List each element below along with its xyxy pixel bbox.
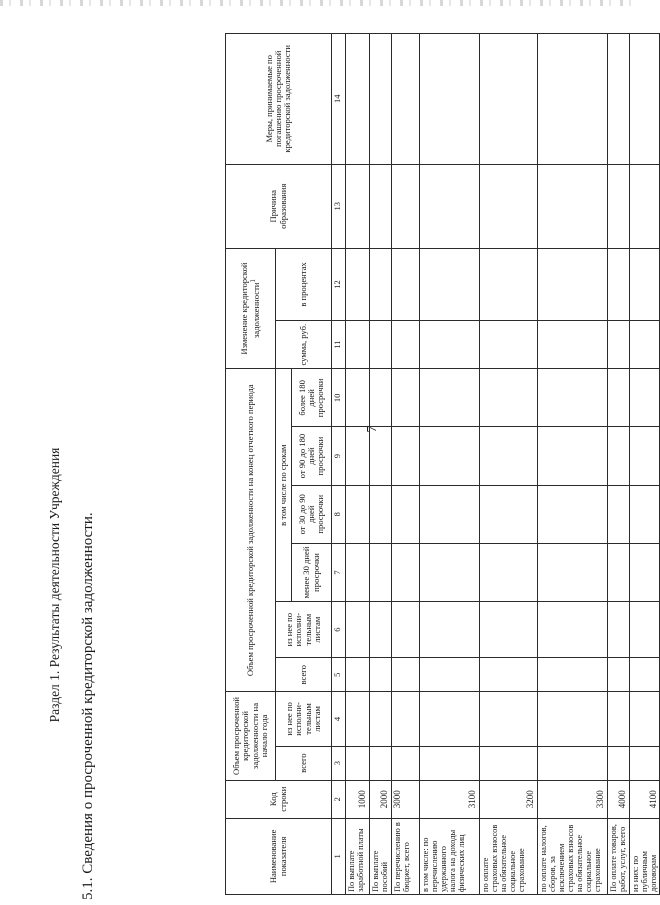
- empty-cell: [370, 485, 392, 543]
- column-number: 9: [332, 427, 346, 485]
- empty-cell: [346, 543, 370, 601]
- table-row: [420, 34, 480, 895]
- empty-cell: [538, 369, 608, 427]
- page-number: 7: [365, 425, 380, 433]
- section-title: Раздел 1. Результаты деятельности Учреждения: [47, 447, 62, 723]
- empty-cell: [608, 692, 630, 746]
- empty-cell: [608, 658, 630, 692]
- row-code: 3000: [392, 780, 420, 818]
- row-code: 1000: [346, 780, 370, 818]
- empty-cell: [538, 248, 608, 320]
- empty-cell: [538, 746, 608, 780]
- scan-edge-artifact: [0, 0, 640, 6]
- empty-cell: [608, 369, 630, 427]
- empty-cell: [392, 164, 420, 248]
- empty-cell: [480, 692, 538, 746]
- empty-cell: [370, 692, 392, 746]
- empty-cell: [480, 427, 538, 485]
- row-code: 3200: [480, 780, 538, 818]
- empty-cell: [392, 602, 420, 658]
- table-row: [480, 34, 538, 895]
- empty-cell: [630, 164, 660, 248]
- header-measures: Меры, принимаемые по погашению просроченной кредиторской задолженности: [226, 34, 332, 165]
- empty-cell: [392, 543, 420, 601]
- empty-cell: [370, 321, 392, 369]
- row-name: По перечислению в бюджет, всего: [392, 818, 420, 894]
- empty-cell: [420, 164, 480, 248]
- empty-cell: [480, 248, 538, 320]
- empty-cell: [392, 485, 420, 543]
- header-change-pct: в процентах: [276, 248, 332, 320]
- empty-cell: [630, 248, 660, 320]
- header-end-total: всего: [276, 658, 332, 692]
- empty-cell: [480, 543, 538, 601]
- empty-cell: [480, 658, 538, 692]
- table-row: [370, 34, 392, 895]
- empty-cell: [630, 427, 660, 485]
- subsection-title: 5.1. Сведения о просроченной кредиторской задолженности.: [80, 512, 96, 900]
- empty-cell: [420, 427, 480, 485]
- header-change: [226, 248, 276, 368]
- empty-cell: [346, 248, 370, 320]
- empty-cell: [370, 34, 392, 165]
- subsection-title-container: [80, 300, 104, 900]
- empty-cell: [480, 746, 538, 780]
- empty-cell: [346, 485, 370, 543]
- header-name: Наименование показателя: [226, 818, 332, 894]
- empty-cell: [630, 692, 660, 746]
- empty-cell: [538, 164, 608, 248]
- header-end-exec: из нее по исполни-тельным листам: [276, 602, 332, 658]
- report-table-rotated: [225, 33, 659, 895]
- row-name: по оплате налогов, сборов, за исключением страховых взносов на обязательное социальное страхование: [538, 818, 608, 894]
- column-number: 2: [332, 780, 346, 818]
- empty-cell: [370, 602, 392, 658]
- empty-cell: [346, 34, 370, 165]
- header-term-lt30: менее 30 дней просрочки: [292, 543, 332, 601]
- empty-cell: [420, 248, 480, 320]
- row-code: 2000: [370, 780, 392, 818]
- empty-cell: [420, 692, 480, 746]
- empty-cell: [392, 369, 420, 427]
- header-by-term: в том числе по срокам: [276, 369, 292, 602]
- row-name: из них: по публичным договорам: [630, 818, 660, 894]
- empty-cell: [392, 248, 420, 320]
- row-code: 4000: [608, 780, 630, 818]
- empty-cell: [608, 248, 630, 320]
- empty-cell: [370, 369, 392, 427]
- empty-cell: [346, 321, 370, 369]
- empty-cell: [346, 602, 370, 658]
- empty-cell: [420, 34, 480, 165]
- empty-cell: [370, 746, 392, 780]
- table-row: [538, 34, 608, 895]
- empty-cell: [608, 321, 630, 369]
- row-code: 4100: [630, 780, 660, 818]
- empty-cell: [608, 543, 630, 601]
- header-change-text: Изменение кредиторской задолженности: [239, 262, 261, 355]
- header-term-gt180: более 180 дней просрочки: [292, 369, 332, 427]
- empty-cell: [538, 658, 608, 692]
- empty-cell: [538, 543, 608, 601]
- column-number: 14: [332, 34, 346, 165]
- empty-cell: [630, 543, 660, 601]
- empty-cell: [630, 369, 660, 427]
- column-number: 3: [332, 746, 346, 780]
- empty-cell: [630, 321, 660, 369]
- empty-cell: [630, 658, 660, 692]
- empty-cell: [608, 602, 630, 658]
- empty-cell: [630, 746, 660, 780]
- empty-cell: [392, 746, 420, 780]
- column-number: 8: [332, 485, 346, 543]
- row-name: По выплате пособий: [370, 818, 392, 894]
- empty-cell: [480, 34, 538, 165]
- empty-cell: [420, 746, 480, 780]
- table-row: [392, 34, 420, 895]
- empty-cell: [480, 164, 538, 248]
- column-number: 13: [332, 164, 346, 248]
- empty-cell: [420, 602, 480, 658]
- row-name: по оплате страховых взносов на обязательное социальное страхование: [480, 818, 538, 894]
- header-end-volume: Объем просроченной кредиторской задолженности на конец отчетного периода: [226, 369, 276, 692]
- column-number: 6: [332, 602, 346, 658]
- empty-cell: [392, 321, 420, 369]
- empty-cell: [346, 746, 370, 780]
- header-start-volume: Объем просроченной кредиторской задолженности на начало года: [226, 692, 276, 780]
- empty-cell: [608, 485, 630, 543]
- empty-cell: [538, 427, 608, 485]
- empty-cell: [392, 658, 420, 692]
- row-name: По выплате заработной платы: [346, 818, 370, 894]
- empty-cell: [346, 692, 370, 746]
- empty-cell: [538, 485, 608, 543]
- column-number: 7: [332, 543, 346, 601]
- empty-cell: [538, 321, 608, 369]
- header-reason: Причина образования: [226, 164, 332, 248]
- header-term-90-180: от 90 до 180 дней просрочки: [292, 427, 332, 485]
- row-code: 3300: [538, 780, 608, 818]
- empty-cell: [346, 658, 370, 692]
- empty-cell: [608, 746, 630, 780]
- header-start-exec: из нее по исполни-тельным листам: [276, 692, 332, 746]
- header-code: Код строки: [226, 780, 332, 818]
- empty-cell: [608, 164, 630, 248]
- empty-cell: [346, 427, 370, 485]
- empty-cell: [538, 34, 608, 165]
- empty-cell: [346, 164, 370, 248]
- empty-cell: [480, 602, 538, 658]
- empty-cell: [480, 369, 538, 427]
- row-code: 3100: [420, 780, 480, 818]
- empty-cell: [630, 34, 660, 165]
- empty-cell: [392, 427, 420, 485]
- empty-cell: [420, 485, 480, 543]
- empty-cell: [538, 602, 608, 658]
- empty-cell: [392, 34, 420, 165]
- header-start-total: всего: [276, 746, 332, 780]
- empty-cell: [392, 692, 420, 746]
- table-row: [608, 34, 630, 895]
- column-number: 5: [332, 658, 346, 692]
- empty-cell: [420, 369, 480, 427]
- column-number: 11: [332, 321, 346, 369]
- empty-cell: [480, 321, 538, 369]
- row-name: в том числе: по перечислению удержанного налога на доходы физических лиц: [420, 818, 480, 894]
- empty-cell: [370, 658, 392, 692]
- empty-cell: [608, 427, 630, 485]
- table-row: [346, 34, 370, 895]
- empty-cell: [480, 485, 538, 543]
- overdue-debt-table: [225, 33, 660, 895]
- empty-cell: [538, 692, 608, 746]
- column-number: 12: [332, 248, 346, 320]
- empty-cell: [370, 248, 392, 320]
- header-change-sum: сумма, руб.: [276, 321, 332, 369]
- empty-cell: [630, 485, 660, 543]
- row-name: По оплате товаров, работ, услуг, всего: [608, 818, 630, 894]
- empty-cell: [630, 602, 660, 658]
- empty-cell: [420, 543, 480, 601]
- empty-cell: [370, 164, 392, 248]
- empty-cell: [420, 658, 480, 692]
- empty-cell: [346, 369, 370, 427]
- column-number: 10: [332, 369, 346, 427]
- empty-cell: [608, 34, 630, 165]
- header-change-sup: 1: [248, 278, 257, 283]
- column-number: 1: [332, 818, 346, 894]
- table-row: [630, 34, 660, 895]
- empty-cell: [370, 543, 392, 601]
- empty-cell: [370, 427, 392, 485]
- empty-cell: [420, 321, 480, 369]
- column-number: 4: [332, 692, 346, 746]
- header-term-30-90: от 30 до 90 дней просрочки: [292, 485, 332, 543]
